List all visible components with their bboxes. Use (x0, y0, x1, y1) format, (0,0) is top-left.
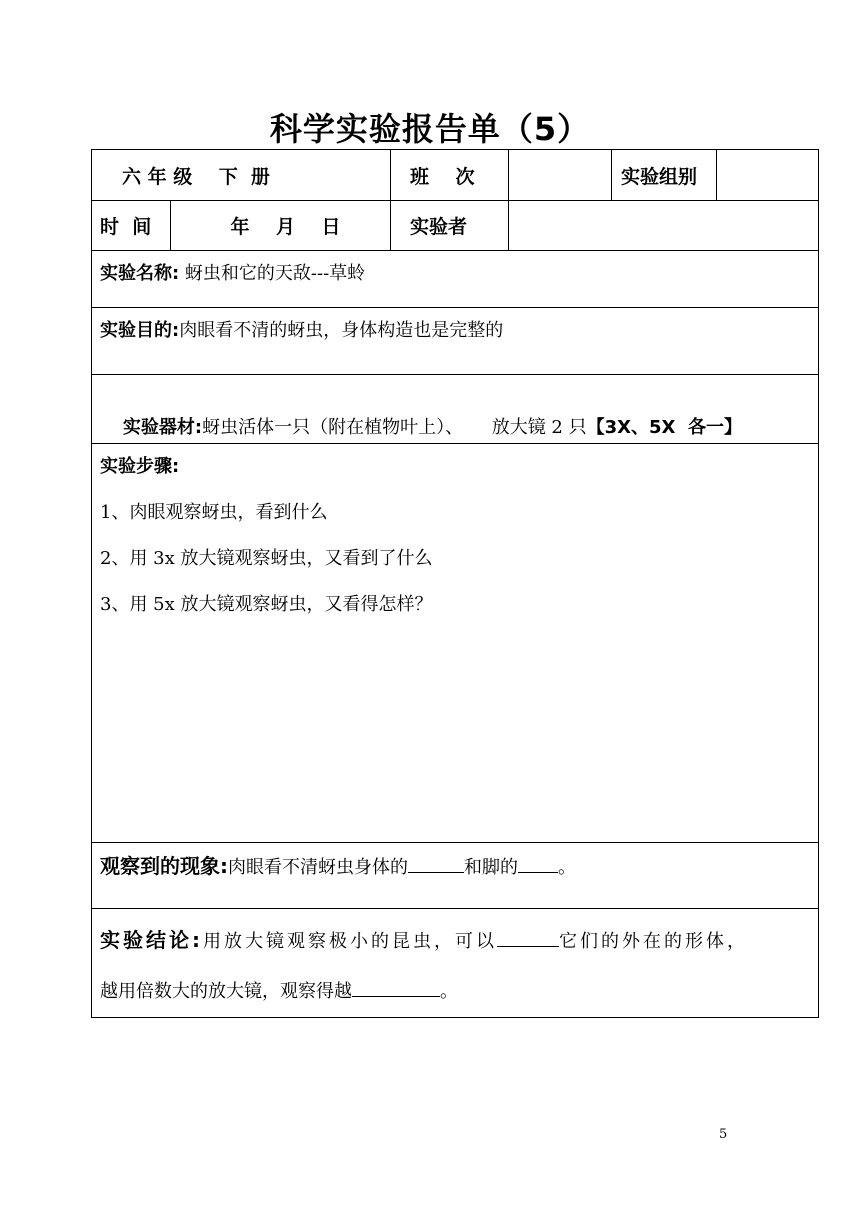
conclusion-text-3: 越用倍数大的放大镜，观察得越 (100, 981, 352, 1002)
report-form (91, 149, 819, 1018)
purpose-text: 肉眼看不清的蚜虫，身体构造也是完整的 (179, 320, 504, 341)
grade-cell: 六 年 级 下 册 (122, 165, 270, 188)
conclusion-label: 实验结论: (100, 928, 203, 952)
class-field[interactable] (509, 150, 610, 200)
observation-text-2: 和脚的 (464, 857, 518, 878)
conclusion-text-2: 它们的外在的形体， (559, 931, 748, 952)
experiment-name (100, 259, 810, 289)
conclusion-line-2 (100, 967, 810, 1017)
row-divider (92, 842, 818, 843)
class-label: 班 次 (410, 165, 475, 188)
conclusion-blank-2[interactable] (352, 978, 440, 997)
observation-blank-1[interactable] (408, 854, 464, 873)
experiment-name-text: 蚜虫和它的天敌---草蛉 (179, 263, 366, 284)
report-title: 科学实验报告单（5） (269, 110, 591, 148)
conclusion-line-1 (100, 915, 810, 967)
conclusion-blank-1[interactable] (497, 928, 559, 947)
time-label: 时 间 (100, 215, 152, 238)
conclusion-text-1: 用放大镜观察极小的昆虫，可以 (203, 931, 497, 952)
experiment-name-label: 实验名称: (100, 263, 180, 284)
materials-bracket: 【3X、5X 各一】 (586, 417, 742, 438)
materials-label: 实验器材: (122, 417, 203, 438)
observation (100, 850, 810, 884)
col-divider (390, 150, 391, 250)
materials-text: 蚜虫活体一只（附在植物叶上）、 放大镜 2 只 (202, 417, 587, 438)
experiment-purpose (100, 316, 810, 346)
experiment-steps (100, 452, 433, 636)
row-divider (92, 374, 818, 375)
step-item: 3、用 5x 放大镜观察蚜虫，又看得怎样？ (100, 594, 433, 615)
step-item: 2、用 3x 放大镜观察蚜虫，又看到了什么 (100, 548, 433, 569)
group-label: 实验组别 (621, 165, 698, 188)
observation-text-1: 肉眼看不清蚜虫身体的 (228, 857, 408, 878)
observation-label: 观察到的现象: (100, 854, 228, 878)
date-field[interactable]: 年 月 日 (230, 215, 341, 238)
conclusion-end: 。 (440, 981, 458, 1002)
steps-label: 实验步骤: (100, 456, 180, 477)
page-number: 5 (719, 1127, 728, 1142)
step-item: 1、肉眼观察蚜虫，看到什么 (100, 502, 328, 523)
row-divider (92, 307, 818, 308)
col-divider (611, 150, 612, 200)
group-field[interactable] (717, 150, 818, 200)
experimenter-label: 实验者 (410, 215, 468, 238)
observation-blank-2[interactable] (518, 854, 558, 873)
observation-end: 。 (558, 857, 576, 878)
row-divider (92, 250, 818, 251)
row-divider (92, 908, 818, 909)
purpose-label: 实验目的: (100, 320, 180, 341)
conclusion (100, 915, 810, 1017)
experimenter-field[interactable] (509, 200, 818, 250)
